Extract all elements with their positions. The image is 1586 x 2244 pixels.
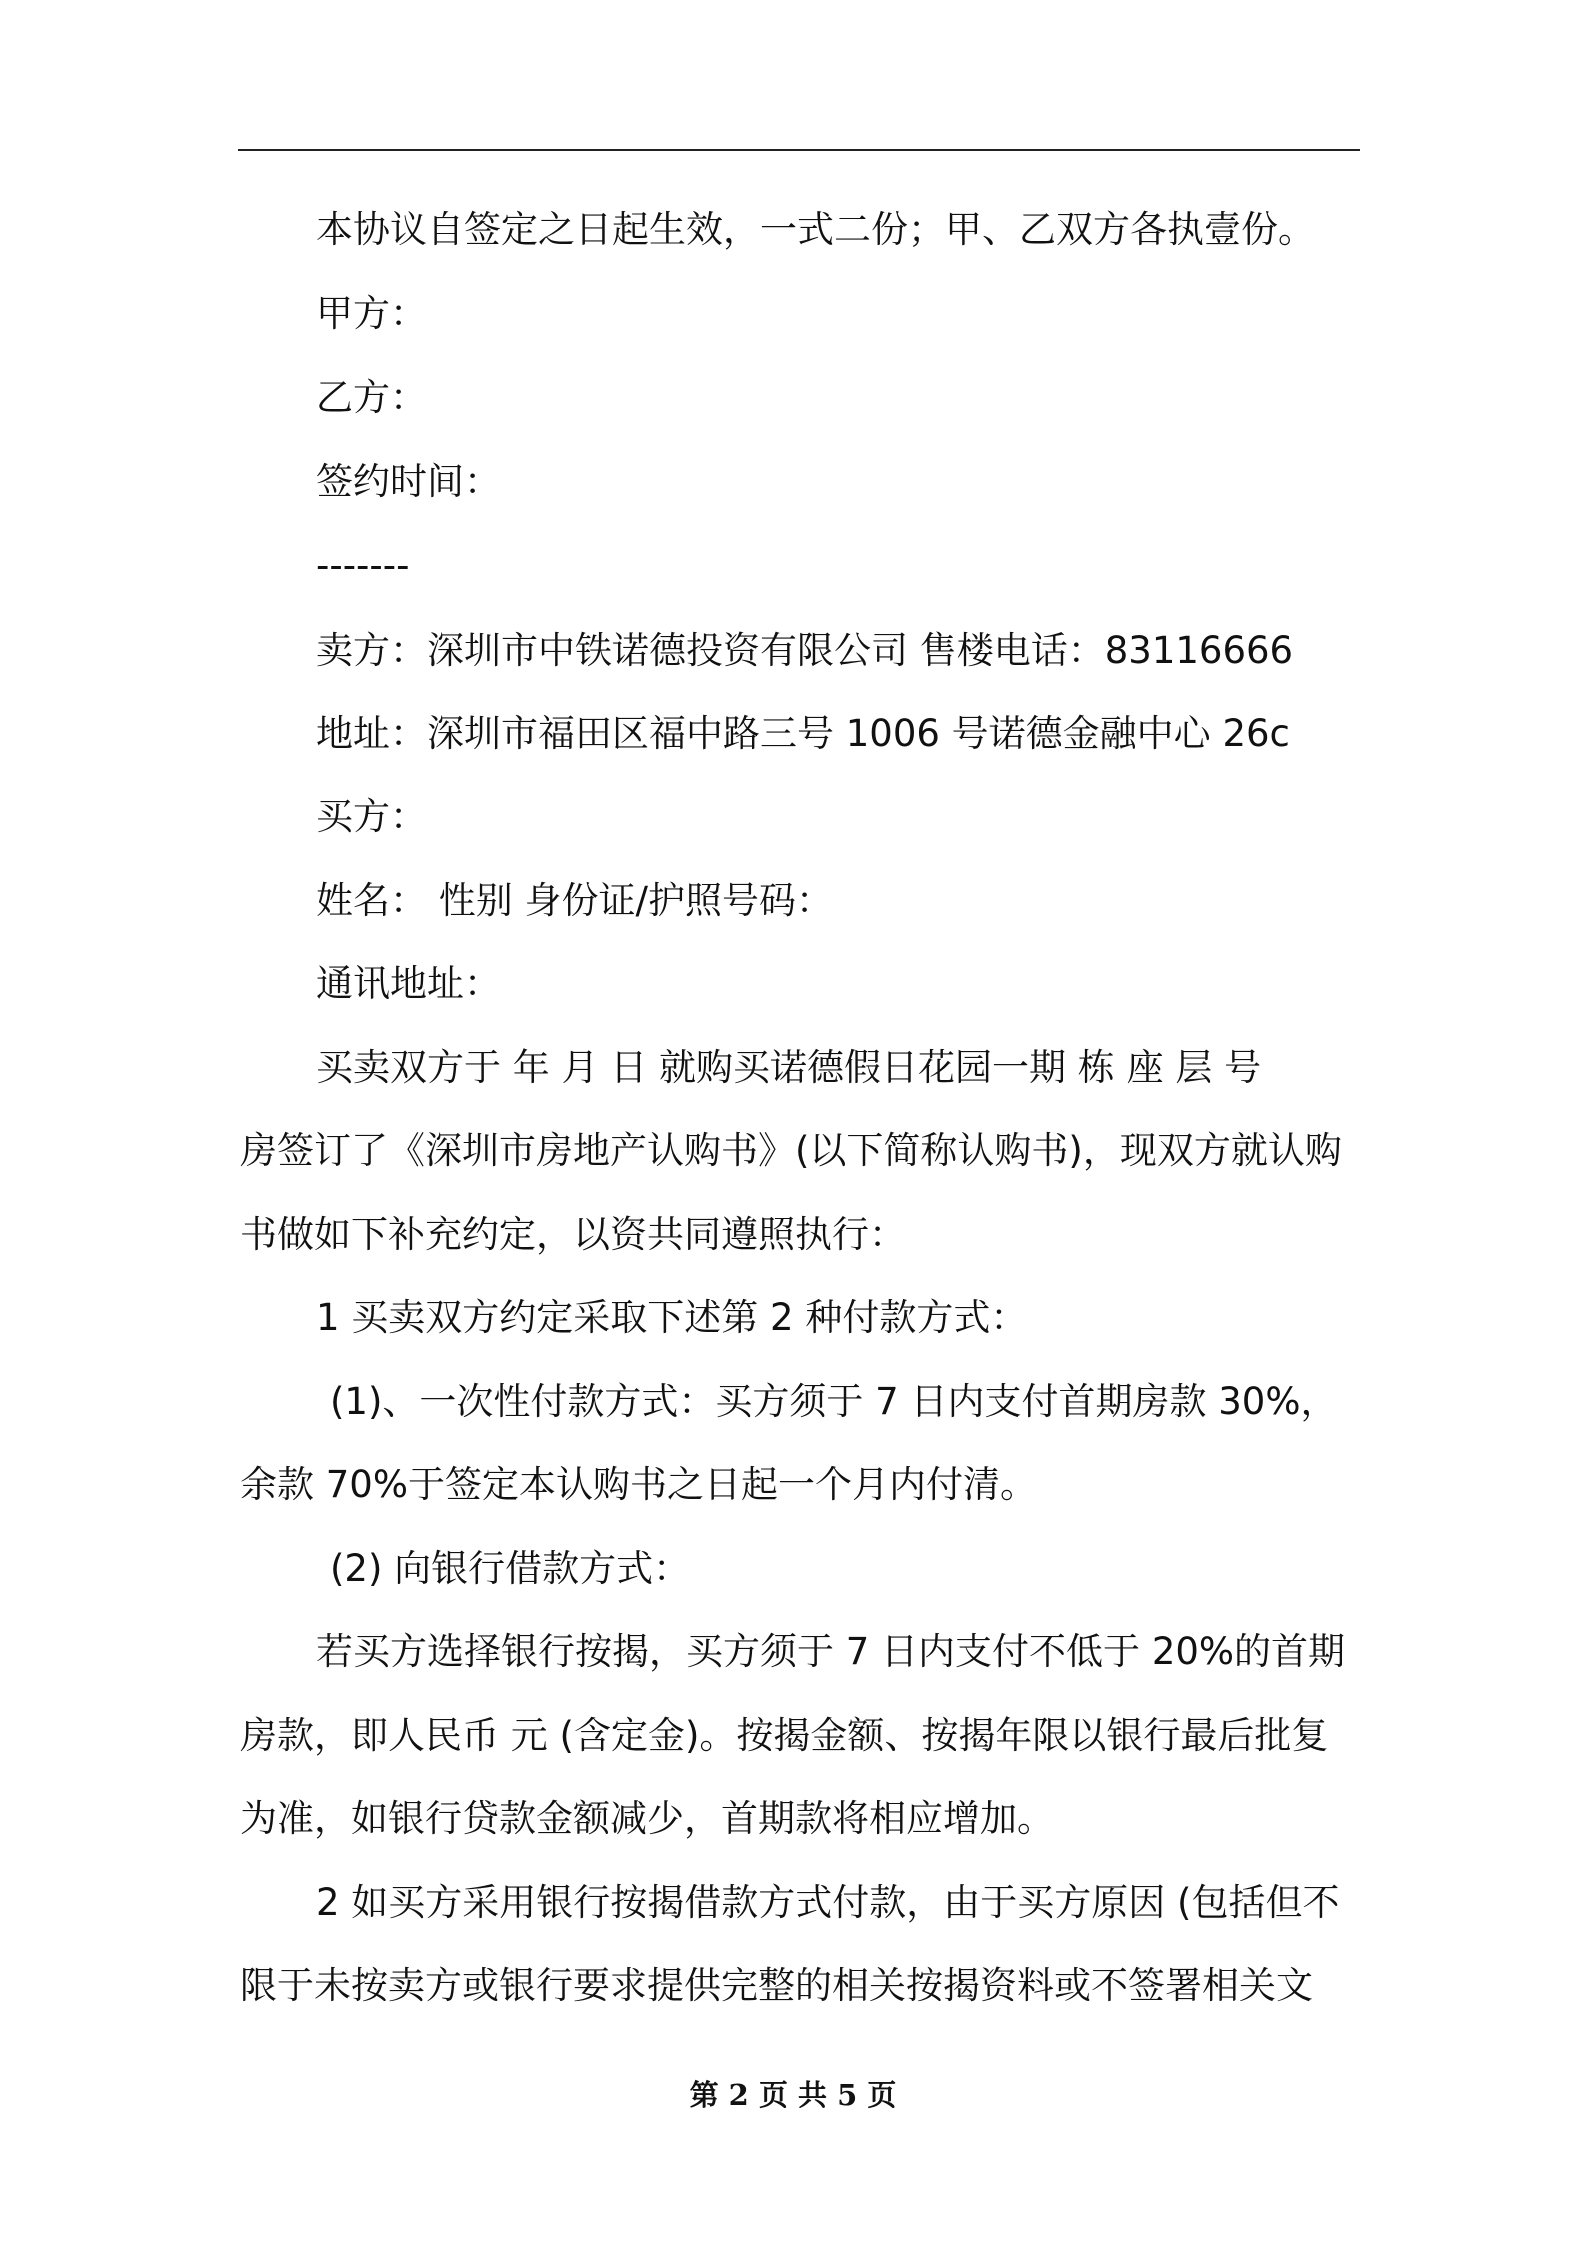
text-line: 买卖双方于 年 月 日 就购买诺德假日花园一期 栋 座 层 号	[316, 1046, 1262, 1089]
text-line: 姓名： 性别 身份证/护照号码：	[316, 879, 833, 922]
text-line: 本协议自签定之日起生效，一式二份；甲、乙双方各执壹份。	[316, 208, 1315, 251]
header-rule	[238, 149, 1360, 151]
text-line: 通讯地址：	[316, 962, 501, 1005]
text-line: (2) 向银行借款方式：	[330, 1547, 691, 1590]
text-line: 余款 70%于签定本认购书之日起一个月内付清。	[240, 1463, 1037, 1506]
text-line: 为准，如银行贷款金额减少，首期款将相应增加。	[240, 1797, 1054, 1840]
text-line: 房签订了《深圳市房地产认购书》(以下简称认购书)，现双方就认购	[240, 1129, 1342, 1172]
text-line: 房款，即人民币 元 (含定金)。按揭金额、按揭年限以银行最后批复	[240, 1714, 1329, 1757]
text-line: 若买方选择银行按揭，买方须于 7 日内支付不低于 20%的首期	[316, 1630, 1346, 1673]
text-line: -------	[316, 544, 410, 587]
text-line: (1)、一次性付款方式：买方须于 7 日内支付首期房款 30%，	[330, 1380, 1338, 1423]
text-line: 买方：	[316, 795, 427, 838]
text-line: 卖方：深圳市中铁诺德投资有限公司 售楼电话：83116666	[316, 629, 1294, 672]
text-line: 甲方：	[316, 292, 427, 335]
text-line: 地址：深圳市福田区福中路三号 1006 号诺德金融中心 26c	[316, 712, 1290, 755]
text-line: 签约时间：	[316, 460, 501, 503]
text-line: 书做如下补充约定，以资共同遵照执行：	[240, 1213, 906, 1256]
text-line: 限于未按卖方或银行要求提供完整的相关按揭资料或不签署相关文	[240, 1964, 1313, 2007]
text-line: 2 如买方采用银行按揭借款方式付款，由于买方原因 (包括但不	[316, 1881, 1340, 1924]
text-line: 乙方：	[316, 376, 427, 419]
page-number: 第 2 页 共 5 页	[689, 2078, 897, 2112]
text-line: 1 买卖双方约定采取下述第 2 种付款方式：	[316, 1296, 1028, 1339]
